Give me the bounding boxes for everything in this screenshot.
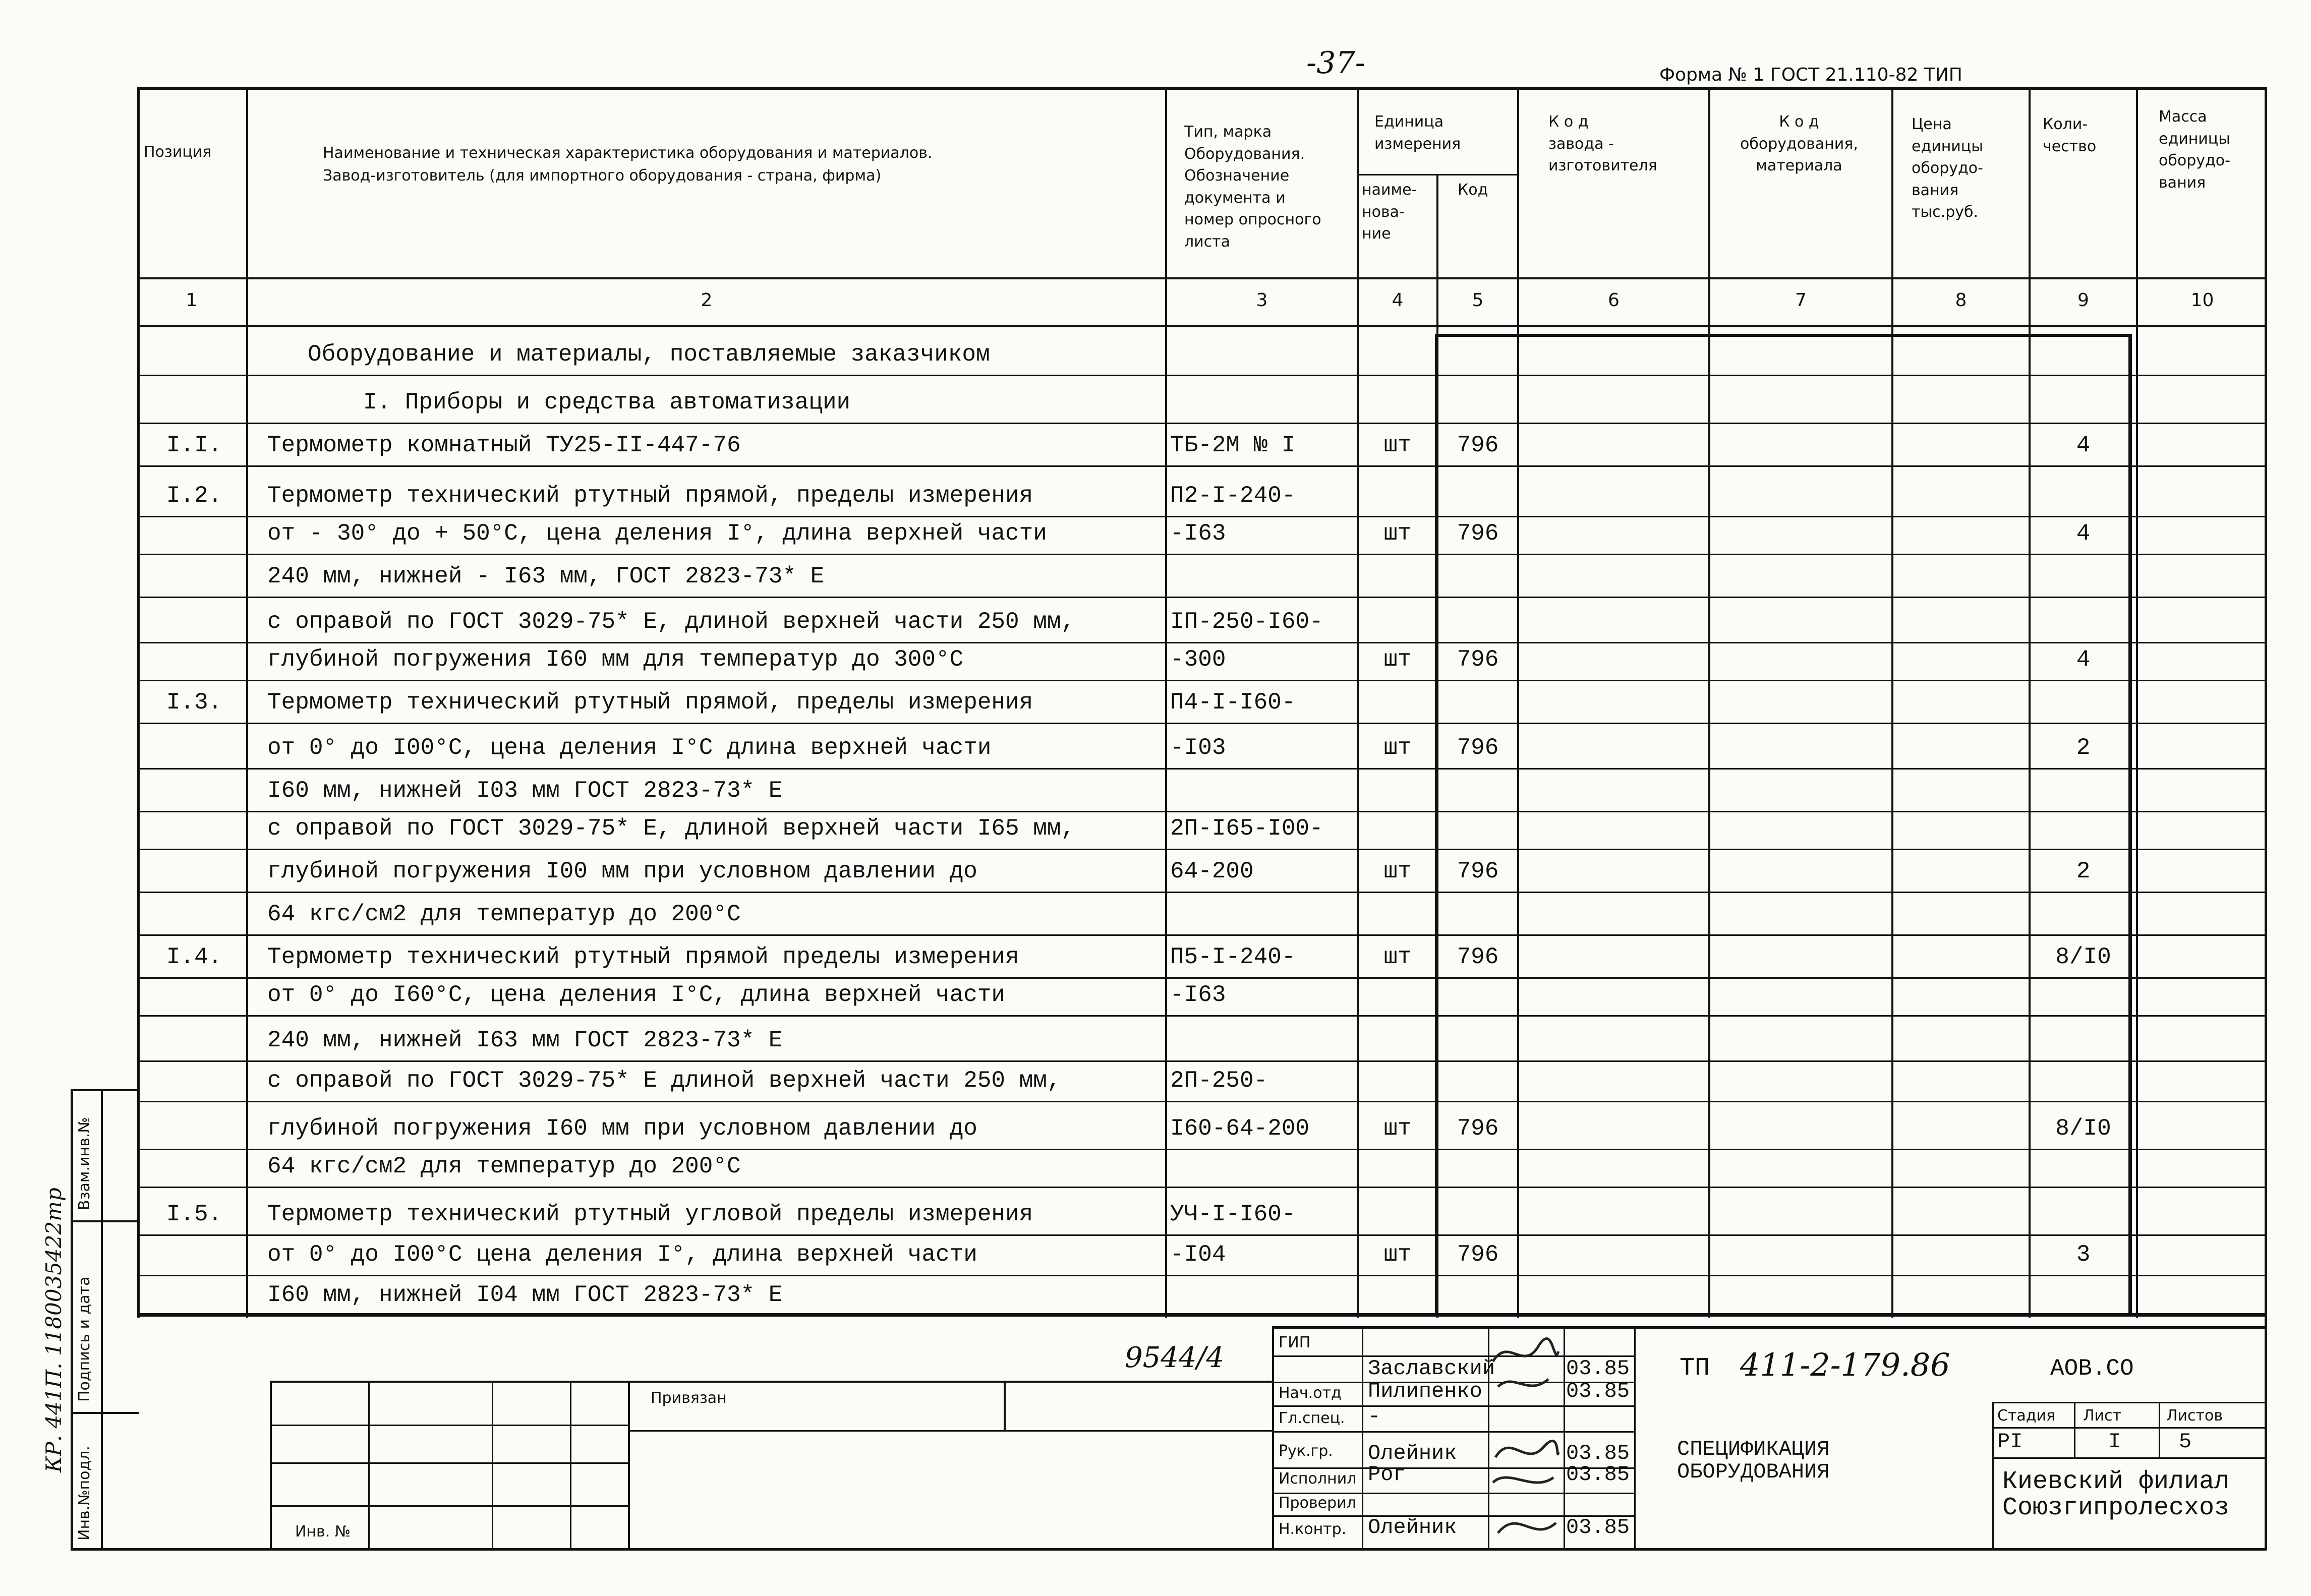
row-name: 64 кгс/см2 для температур до 200°С: [267, 901, 741, 927]
name-ruk-gr: Олейник: [1368, 1441, 1457, 1465]
header-factory-code: К о д завода - изготовителя: [1548, 113, 1657, 174]
row-name: Термометр технический ртутный прямой, пределы измерения: [267, 483, 1033, 509]
header-quantity: Коли- чество: [2043, 115, 2097, 155]
row-unit: шт: [1383, 944, 1412, 970]
row-type: УЧ-I-I60-: [1170, 1201, 1296, 1227]
row-separator: [137, 1101, 2267, 1102]
row-unit: шт: [1383, 1115, 1412, 1142]
row-unit: шт: [1383, 646, 1412, 673]
row-separator: [137, 597, 2267, 598]
row-name: с оправой по ГОСТ 3029-75* Е длиной верхней части 250 мм,: [267, 1068, 1061, 1094]
sheet-code: АОВ.СО: [2050, 1355, 2134, 1382]
row-separator: [137, 977, 2267, 979]
row-unit: шт: [1383, 432, 1412, 458]
project-prefix: ТП: [1680, 1354, 1710, 1383]
row-position: I.4.: [166, 944, 222, 970]
col-num-3: 3: [1256, 290, 1268, 311]
col-num-8: 8: [1955, 290, 1967, 311]
row-separator: [137, 1315, 2267, 1317]
stamp-handwritten: КР. 441П. 1180035422тр: [41, 1188, 66, 1472]
row-name: глубиной погружения I60 мм при условном давлении до: [267, 1115, 977, 1142]
role-gip: ГИП: [1279, 1334, 1311, 1351]
row-code: 796: [1457, 646, 1499, 673]
name-gip: Заславский: [1368, 1356, 1495, 1381]
stage-label: Стадия: [1997, 1407, 2056, 1425]
row-unit: шт: [1383, 735, 1412, 761]
date-ispolnil: 03.85: [1566, 1462, 1630, 1487]
row-separator: [137, 768, 2267, 770]
row-quantity: 2: [2076, 735, 2091, 761]
row-quantity: 3: [2076, 1242, 2091, 1268]
header-unit-name: наиме- нова- ние: [1362, 181, 1417, 243]
row-type: П4-I-I60-: [1170, 689, 1296, 716]
header-name-line2: Завод-изготовитель (для импортного оборудования - страна, фирма): [323, 167, 882, 185]
row-name: Термометр технический ртутный прямой, пределы измерения: [267, 689, 1033, 716]
row-quantity: 2: [2076, 858, 2091, 884]
row-separator: [137, 375, 2267, 376]
row-type: -I04: [1170, 1242, 1226, 1268]
row-code: 796: [1457, 1115, 1499, 1142]
row-separator: [137, 934, 2267, 936]
row-name: от 0° до I60°С, цена деления I°С, длина верхней части: [267, 982, 1006, 1008]
privyazan-label: Привязан: [651, 1389, 727, 1407]
archive-number: 9544/4: [1125, 1341, 1225, 1374]
stamp-inv-podl: Инв.№подл.: [76, 1446, 93, 1541]
name-gl-spec: -: [1368, 1404, 1381, 1429]
row-name: с оправой по ГОСТ 3029-75* Е, длиной верхней части I65 мм,: [267, 815, 1075, 842]
col-num-7: 7: [1795, 290, 1807, 311]
signature-marks: [1488, 1331, 1564, 1548]
col-num-6: 6: [1608, 290, 1620, 311]
row-quantity: 4: [2076, 432, 2091, 458]
inv-no-label: Инв. №: [295, 1523, 351, 1541]
role-n-kontr: Н.контр.: [1279, 1520, 1347, 1538]
date-gip: 03.85: [1566, 1356, 1630, 1381]
sheets-value: 5: [2179, 1430, 2192, 1454]
sheets-label: Листов: [2166, 1407, 2223, 1425]
header-position: Позиция: [144, 143, 212, 161]
row-separator: [137, 811, 2267, 812]
row-name: I. Приборы и средства автоматизации: [363, 389, 851, 416]
row-separator: [137, 892, 2267, 893]
row-name: Термометр технический ртутный прямой пределы измерения: [267, 944, 1019, 970]
doc-title-line1: СПЕЦИФИКАЦИЯ: [1677, 1437, 1830, 1461]
form-label: Форма № 1 ГОСТ 21.110-82 ТИП: [1659, 65, 1962, 85]
header-price: Цена единицы оборудо- вания тыс.руб.: [1912, 115, 1983, 221]
stamp-vzam-inv: Взам.инв.№: [76, 1117, 93, 1210]
header-mass: Масса единицы оборудо- вания: [2159, 108, 2230, 192]
row-type: П2-I-240-: [1170, 483, 1296, 509]
row-separator: [137, 1187, 2267, 1188]
row-name: 240 мм, нижней - I63 мм, ГОСТ 2823-73* Е: [267, 563, 825, 589]
row-type: -300: [1170, 646, 1226, 673]
row-separator: [137, 1015, 2267, 1017]
doc-title-line2: ОБОРУДОВАНИЯ: [1677, 1460, 1830, 1484]
row-name: Термометр комнатный ТУ25-II-447-76: [267, 432, 741, 458]
row-unit: шт: [1383, 1242, 1412, 1268]
name-nach-otd: Пилипенко: [1368, 1379, 1482, 1403]
stamp-podpis-data: Подпись и дата: [76, 1276, 93, 1402]
sheet-value: I: [2108, 1430, 2121, 1454]
role-proveril: Проверил: [1279, 1494, 1356, 1512]
row-type: 2П-I65-I00-: [1170, 815, 1323, 842]
header-type: Тип, марка Оборудования. Обозначение документа и номер опросного листа: [1184, 123, 1321, 251]
row-name: Термометр технический ртутный угловой пределы измерения: [267, 1201, 1033, 1227]
row-type: П5-I-240-: [1170, 944, 1296, 970]
org-line1: Киевский филиал: [2002, 1467, 2230, 1496]
role-ispolnil: Исполнил: [1279, 1470, 1357, 1488]
date-n-kontr: 03.85: [1566, 1515, 1630, 1540]
row-type: I60-64-200: [1170, 1115, 1310, 1142]
date-ruk-gr: 03.85: [1566, 1441, 1630, 1465]
row-name: от 0° до I00°С, цена деления I°С длина верхней части: [267, 735, 992, 761]
row-quantity: 4: [2076, 520, 2091, 547]
row-separator: [137, 1234, 2267, 1236]
role-ruk-gr: Рук.гр.: [1279, 1442, 1333, 1460]
row-separator: [137, 465, 2267, 467]
row-position: I.5.: [166, 1201, 222, 1227]
row-code: 796: [1457, 432, 1499, 458]
col-num-4: 4: [1392, 290, 1404, 311]
row-type: IП-250-I60-: [1170, 609, 1323, 635]
row-type: -I63: [1170, 982, 1226, 1008]
row-name: 64 кгс/см2 для температур до 200°С: [267, 1153, 741, 1179]
row-quantity: 4: [2076, 646, 2091, 673]
row-name: глубиной погружения I60 мм для температур до 300°С: [267, 646, 964, 673]
col-num-10: 10: [2190, 290, 2214, 311]
row-type: 2П-250-: [1170, 1068, 1268, 1094]
col-num-5: 5: [1472, 290, 1484, 311]
row-code: 796: [1457, 735, 1499, 761]
project-number: 411-2-179.86: [1740, 1346, 1950, 1383]
row-position: I.I.: [166, 432, 222, 458]
header-unit-group: Единица измерения: [1374, 113, 1461, 153]
col-num-1: 1: [186, 290, 198, 311]
row-separator: [137, 516, 2267, 517]
page-number: -37-: [1306, 45, 1365, 81]
row-type: 64-200: [1170, 858, 1254, 884]
row-name: от 0° до I00°С цена деления I°, длина верхней части: [267, 1242, 977, 1268]
stage-value: РI: [1997, 1430, 2023, 1454]
row-separator: [137, 1060, 2267, 1062]
row-unit: шт: [1383, 858, 1412, 884]
row-separator: [137, 1275, 2267, 1276]
row-separator: [137, 680, 2267, 681]
row-separator: [137, 723, 2267, 724]
col-num-2: 2: [701, 290, 713, 311]
row-position: I.2.: [166, 483, 222, 509]
header-equipment-code: К о д оборудования, материала: [1740, 113, 1858, 174]
header-unit-code: Код: [1458, 181, 1488, 199]
org-line2: Союзгипролесхоз: [2002, 1494, 2230, 1522]
row-unit: шт: [1383, 520, 1412, 547]
row-code: 796: [1457, 858, 1499, 884]
row-type: -I03: [1170, 735, 1226, 761]
row-separator: [137, 642, 2267, 643]
name-ispolnil: Рог: [1368, 1462, 1406, 1487]
row-type: -I63: [1170, 520, 1226, 547]
row-name: от - 30° до + 50°С, цена деления I°, длина верхней части: [267, 520, 1047, 547]
row-name: I60 мм, нижней I04 мм ГОСТ 2823-73* Е: [267, 1282, 783, 1308]
row-name: 240 мм, нижней I63 мм ГОСТ 2823-73* Е: [267, 1027, 783, 1053]
name-n-kontr: Олейник: [1368, 1515, 1457, 1540]
row-type: ТБ-2М № I: [1170, 432, 1296, 458]
role-gl-spec: Гл.спец.: [1279, 1409, 1345, 1427]
row-name: I60 мм, нижней I03 мм ГОСТ 2823-73* Е: [267, 778, 783, 804]
sheet-label: Лист: [2083, 1407, 2122, 1425]
row-position: I.3.: [166, 689, 222, 716]
col-num-9: 9: [2077, 290, 2089, 311]
row-name: Оборудование и материалы, поставляемые заказчиком: [308, 341, 990, 368]
row-name: с оправой по ГОСТ 3029-75* Е, длиной верхней части 250 мм,: [267, 609, 1075, 635]
row-quantity: 8/I0: [2055, 944, 2111, 970]
role-nach-otd: Нач.отд: [1279, 1384, 1342, 1402]
row-code: 796: [1457, 944, 1499, 970]
row-code: 796: [1457, 520, 1499, 547]
row-separator: [137, 1149, 2267, 1150]
header-name-line1: Наименование и техническая характеристика оборудования и материалов.: [323, 144, 933, 162]
row-quantity: 8/I0: [2055, 1115, 2111, 1142]
row-separator: [137, 423, 2267, 424]
row-separator: [137, 554, 2267, 555]
date-nach-otd: 03.85: [1566, 1379, 1630, 1403]
row-name: глубиной погружения I00 мм при условном давлении до: [267, 858, 977, 884]
row-code: 796: [1457, 1242, 1499, 1268]
row-separator: [137, 849, 2267, 850]
